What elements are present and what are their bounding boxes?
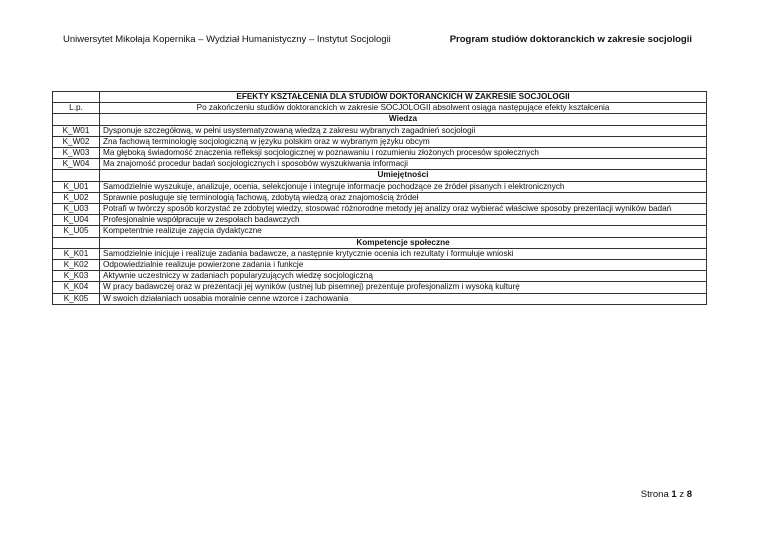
table-row bbox=[53, 271, 707, 282]
page-number-prefix: Strona bbox=[640, 489, 669, 500]
table-row bbox=[53, 260, 707, 271]
table-row bbox=[53, 204, 707, 215]
table-title: EFEKTY KSZTAŁCENIA DLA STUDIÓW DOKTORANCKICH W ZAKRESIE SOCJOLOGII bbox=[100, 92, 707, 103]
table-row bbox=[53, 282, 707, 293]
section-heading: Wiedza bbox=[100, 114, 707, 125]
outcome-description: W swoich działaniach uosabia moralnie cenne wzorce i zachowania bbox=[100, 293, 707, 304]
page-number bbox=[641, 489, 692, 500]
section-heading: Umiejętności bbox=[100, 170, 707, 181]
table-row bbox=[53, 215, 707, 226]
outcome-code: K_K04 bbox=[53, 282, 100, 293]
table-intro: Po zakończeniu studiów doktoranckich w zakresie SOCJOLOGII absolwent osiąga następujące efekty kształcenia bbox=[100, 103, 707, 114]
table-row bbox=[53, 181, 707, 192]
section-heading-row bbox=[53, 170, 707, 181]
outcome-code: K_K01 bbox=[53, 248, 100, 259]
outcome-description: Dysponuje szczegółową, w pełni usystematyzowaną wiedzą z zakresu wybranych zagadnień socjologii bbox=[100, 125, 707, 136]
section-heading-blank-cell bbox=[53, 114, 100, 125]
header-program-title: Program studiów doktoranckich w zakresie socjologii bbox=[449, 34, 692, 45]
outcome-code: K_U03 bbox=[53, 204, 100, 215]
outcome-description: Ma głęboką świadomość znaczenia refleksji socjologicznej w poznawaniu i rozumieniu złożonych procesów społecznych bbox=[100, 148, 707, 159]
outcome-code: K_K05 bbox=[53, 293, 100, 304]
outcome-code: K_U04 bbox=[53, 215, 100, 226]
section-heading-row bbox=[53, 114, 707, 125]
outcome-description: Odpowiedzialnie realizuje powierzone zadania i funkcje bbox=[100, 260, 707, 271]
outcome-description: Aktywnie uczestniczy w zadaniach popularyzujących wiedzę socjologiczną bbox=[100, 271, 707, 282]
outcome-code: K_W04 bbox=[53, 159, 100, 170]
table-intro-row bbox=[53, 103, 707, 114]
outcome-code: K_W03 bbox=[53, 148, 100, 159]
page-number-total: 8 bbox=[686, 489, 692, 500]
section-heading: Kompetencje społeczne bbox=[100, 237, 707, 248]
outcome-description: Ma znajomość procedur badań socjologicznych i sposobów wyszukiwania informacji bbox=[100, 159, 707, 170]
section-heading-blank-cell bbox=[53, 170, 100, 181]
section-heading-blank-cell bbox=[53, 237, 100, 248]
outcome-description: W pracy badawczej oraz w prezentacji jej wyników (ustnej lub pisemnej) prezentuje profesjonalizm i wysoką kulturę bbox=[100, 282, 707, 293]
table-row bbox=[53, 125, 707, 136]
table-row bbox=[53, 136, 707, 147]
page-number-of: z bbox=[679, 489, 685, 500]
learning-outcomes-table bbox=[52, 91, 707, 305]
outcome-description: Sprawnie posługuje się terminologią fachową, zdobytą wiedzą oraz znajomością źródeł bbox=[100, 192, 707, 203]
table-row bbox=[53, 248, 707, 259]
section-heading-row bbox=[53, 237, 707, 248]
table-row bbox=[53, 226, 707, 237]
outcome-code: K_U01 bbox=[53, 181, 100, 192]
outcome-description: Profesjonalnie współpracuje w zespołach badawczych bbox=[100, 215, 707, 226]
outcome-description: Samodzielnie wyszukuje, analizuje, ocenia, selekcjonuje i integruje informacje pochodzące ze źródeł pisanych i elektronicznych bbox=[100, 181, 707, 192]
outcome-code: K_K02 bbox=[53, 260, 100, 271]
table-row bbox=[53, 293, 707, 304]
outcome-code: K_U05 bbox=[53, 226, 100, 237]
outcome-description: Samodzielnie inicjuje i realizuje zadania badawcze, a następnie krytycznie ocenia ich rezultaty i formułuje wnioski bbox=[100, 248, 707, 259]
header-institution: Uniwersytet Mikołaja Kopernika – Wydział Humanistyczny – Instytut Socjologii bbox=[63, 34, 391, 45]
outcome-code: K_U02 bbox=[53, 192, 100, 203]
table-row bbox=[53, 148, 707, 159]
outcome-description: Zna fachową terminologię socjologiczną w języku polskim oraz w wybranym języku obcym bbox=[100, 136, 707, 147]
outcome-description: Potrafi w twórczy sposób korzystać ze zdobytej wiedzy, stosować różnorodne metody jej analizy oraz wybierać właściwe sposoby prezentacji wyników badań bbox=[100, 204, 707, 215]
outcome-code: K_W01 bbox=[53, 125, 100, 136]
lp-column-header: L.p. bbox=[53, 103, 100, 114]
table-title-blank-cell bbox=[53, 92, 100, 103]
outcome-code: K_W02 bbox=[53, 136, 100, 147]
outcome-code: K_K03 bbox=[53, 271, 100, 282]
page-number-current: 1 bbox=[671, 489, 677, 500]
outcome-description: Kompetentnie realizuje zajęcia dydaktyczne bbox=[100, 226, 707, 237]
table-row bbox=[53, 159, 707, 170]
table-title-row bbox=[53, 92, 707, 103]
table-row bbox=[53, 192, 707, 203]
